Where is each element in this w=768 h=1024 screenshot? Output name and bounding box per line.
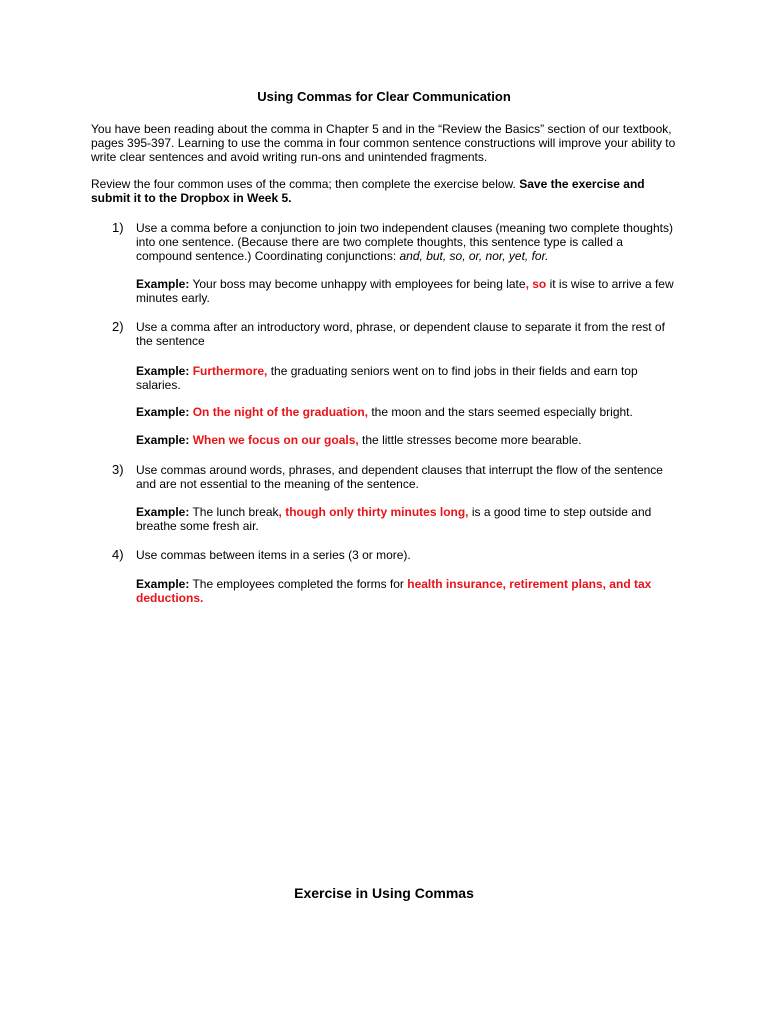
- instructions-paragraph: [91, 177, 681, 205]
- example-highlight: , though only thirty minutes long,: [278, 505, 469, 519]
- page-title: Using Commas for Clear Communication: [257, 89, 511, 104]
- example-highlight: health insurance, retirement plans, and tax deductions.: [136, 577, 652, 605]
- example-highlight: , so: [525, 277, 547, 291]
- example-label: Example:: [136, 433, 190, 447]
- example-post: the graduating seniors went on to find jobs in their fields and earn top salaries.: [136, 364, 638, 392]
- rule-number: 4): [112, 547, 124, 562]
- example-highlight: On the night of the graduation,: [192, 405, 369, 419]
- example-2-3: [136, 433, 681, 447]
- rule-text: Use commas around words, phrases, and dependent clauses that interrupt the flow of the sentence and are not essential to the meaning of the sentence.: [136, 463, 663, 491]
- example-3-1: [136, 505, 681, 533]
- example-label: Example:: [136, 505, 190, 519]
- exercise-title: Exercise in Using Commas: [294, 885, 474, 901]
- example-post: it is wise to arrive a few minutes early.: [136, 277, 674, 305]
- instructions-bold: Save the exercise and submit it to the Dropbox in Week 5.: [91, 177, 645, 205]
- example-pre: Your boss may become unhappy with employees for being late: [189, 277, 526, 291]
- rule-text-body: Use a comma before a conjunction to join two independent clauses (meaning two complete thoughts) into one sentence. (Because there are two complete thoughts, this sentence type is called a compound sentence.) Coordinating conjunctions:: [136, 221, 673, 263]
- example-label: Example:: [136, 277, 190, 291]
- example-1-1: [136, 277, 681, 305]
- example-4-1: [136, 577, 681, 605]
- rule-number: 1): [112, 220, 124, 235]
- example-highlight: When we focus on our goals,: [192, 433, 359, 447]
- example-highlight: Furthermore,: [192, 364, 268, 378]
- example-label: Example:: [136, 405, 190, 419]
- instructions-text: Review the four common uses of the comma; then complete the exercise below.: [91, 177, 520, 191]
- rule-number: 2): [112, 319, 124, 334]
- example-2-1: [136, 364, 681, 392]
- rule-text: [136, 221, 682, 263]
- example-pre: The employees completed the forms for: [189, 577, 408, 591]
- example-post: is a good time to step outside and breathe some fresh air.: [136, 505, 652, 533]
- example-post: the moon and the stars seemed especially bright.: [368, 405, 633, 419]
- example-label: Example:: [136, 364, 190, 378]
- rule-number: 3): [112, 462, 124, 477]
- rule-text-italic: and, but, so, or, nor, yet, for.: [399, 249, 549, 263]
- example-post: the little stresses become more bearable.: [358, 433, 582, 447]
- example-2-2: [136, 405, 681, 419]
- example-label: Example:: [136, 577, 190, 591]
- example-pre: The lunch break: [189, 505, 279, 519]
- rule-text: Use commas between items in a series (3 or more).: [136, 548, 411, 562]
- intro-paragraph: You have been reading about the comma in Chapter 5 and in the “Review the Basics” section of our textbook, pages 395-397. Learning to use the comma in four common sentence constructions will improve your ability to write clear sentences and avoid writing run-ons and unintended fragments.: [91, 122, 676, 164]
- rule-text: Use a comma after an introductory word, phrase, or dependent clause to separate it from the rest of the sentence: [136, 320, 665, 348]
